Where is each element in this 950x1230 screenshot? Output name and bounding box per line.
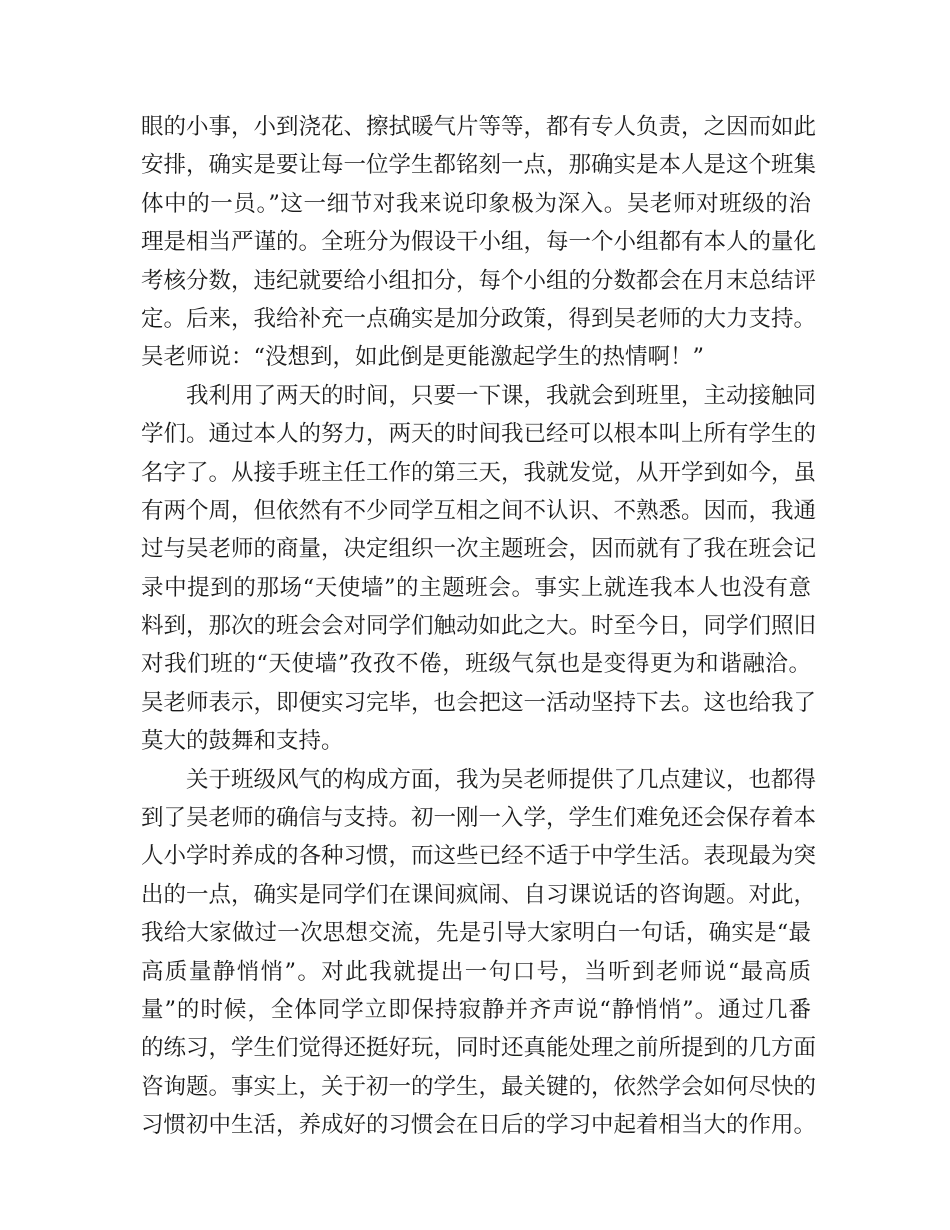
text-line: 吴老师表示，即便实习完毕，也会把这一活动坚持下去。这也给我了 <box>141 689 817 716</box>
body-text <box>141 108 817 1145</box>
text-line: 料到，那次的班会会对同学们触动如此之大。时至今日，同学们照旧 <box>141 613 817 640</box>
text-line: 学们。通过本人的努力，两天的时间我已经可以根本叫上所有学生的 <box>141 421 817 448</box>
text-line: 理是相当严谨的。全班分为假设干小组，每一个小组都有本人的量化 <box>141 229 817 256</box>
text-line: 出的一点，确实是同学们在课间疯闹、自习课说话的咨询题。对此， <box>141 881 817 908</box>
text-line: 我利用了两天的时间，只要一下课，我就会到班里，主动接触同 <box>186 382 817 409</box>
text-line: 咨询题。事实上，关于初一的学生，最关键的，依然学会如何尽快的 <box>141 1073 817 1100</box>
text-line: 定。后来，我给补充一点确实是加分政策，得到吴老师的大力支持。 <box>141 305 817 332</box>
text-line: 高质量静悄悄”。对此我就提出一句口号，当听到老师说“最高质 <box>141 958 811 985</box>
text-line: 习惯初中生活，养成好的习惯会在日后的学习中起着相当大的作用。 <box>141 1112 817 1139</box>
text-line: 安排，确实是要让每一位学生都铭刻一点，那确实是本人是这个班集 <box>141 152 817 179</box>
text-line: 到了吴老师的确信与支持。初一刚一入学，学生们难免还会保存着本 <box>141 805 817 832</box>
text-line: 过与吴老师的商量，决定组织一次主题班会，因而就有了我在班会记 <box>141 536 817 563</box>
text-line: 我给大家做过一次思想交流，先是引导大家明白一句话，确实是“最 <box>141 920 811 947</box>
text-line: 莫大的鼓舞和支持。 <box>141 728 344 755</box>
text-line: 量”的时候，全体同学立即保持寂静并齐声说“静悄悄”。通过几番 <box>141 996 811 1023</box>
text-line: 录中提到的那场“天使墙”的主题班会。事实上就连我本人也没有意 <box>141 574 811 601</box>
text-line: 考核分数，违纪就要给小组扣分，每个小组的分数都会在月末总结评 <box>141 267 817 294</box>
text-line: 体中的一员。”这一细节对我来说印象极为深入。吴老师对班级的治 <box>141 190 811 217</box>
text-line: 名字了。从接手班主任工作的第三天，我就发觉，从开学到如今，虽 <box>141 459 817 486</box>
text-line: 的练习，学生们觉得还挺好玩，同时还真能处理之前所提到的几方面 <box>141 1035 817 1062</box>
text-line: 眼的小事，小到浇花、擦拭暖气片等等，都有专人负责，之因而如此 <box>141 114 817 140</box>
text-line: 有两个周，但依然有不少同学互相之间不认识、不熟悉。因而，我通 <box>141 497 817 524</box>
text-line: 吴老师说：“没想到，如此倒是更能激起学生的热情啊！” <box>141 344 705 371</box>
text-line: 对我们班的“天使墙”孜孜不倦，班级气氛也是变得更为和谐融洽。 <box>141 651 811 678</box>
text-line: 关于班级风气的构成方面，我为吴老师提供了几点建议，也都得 <box>186 766 817 793</box>
text-line: 人小学时养成的各种习惯，而这些已经不适于中学生活。表现最为突 <box>141 843 817 870</box>
